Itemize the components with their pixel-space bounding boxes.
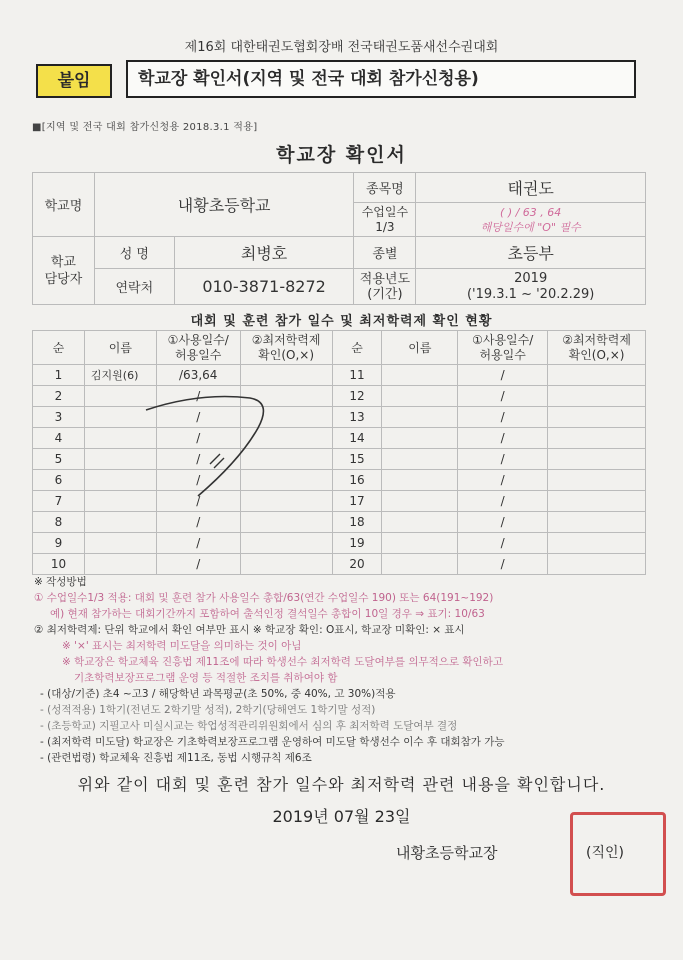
table-row xyxy=(33,491,646,512)
annex-title: 학교장 확인서(지역 및 전국 대회 참가신청용) xyxy=(126,60,636,98)
row-name xyxy=(382,554,458,575)
row-min-ach xyxy=(548,365,646,386)
row-min-ach xyxy=(240,554,332,575)
col-min-right: ②최저학력제 확인(O,×) xyxy=(548,331,646,365)
row-days: / xyxy=(156,533,240,554)
period-value: ('19.3.1 ~ '20.2.29) xyxy=(466,286,595,302)
col-name-left: 이름 xyxy=(84,331,156,365)
row-days: / xyxy=(458,533,548,554)
row-min-ach xyxy=(240,365,332,386)
principal-signature: 내황초등학교장 xyxy=(396,844,498,862)
row-days: / xyxy=(156,512,240,533)
row-no: 10 xyxy=(33,554,85,575)
row-no: 19 xyxy=(332,533,382,554)
row-days: / xyxy=(156,407,240,428)
class-days-cell xyxy=(354,203,416,237)
table-row xyxy=(33,512,646,533)
participation-rows xyxy=(33,365,646,575)
table-row xyxy=(33,386,646,407)
year-value: 2019 xyxy=(514,270,548,286)
instruction-line-1: ① 수업일수1/3 적용: 대회 및 훈련 참가 사용일수 총합/63(연간 수업일수 190) 또는 64(191~192) xyxy=(34,592,494,604)
row-name xyxy=(382,491,458,512)
annex-badge: 붙임 xyxy=(36,64,112,98)
row-name xyxy=(382,386,458,407)
col-min-left: ②최저학력제 확인(O,×) xyxy=(240,331,332,365)
type-label: 종별 xyxy=(354,237,416,269)
school-label: 학교명 xyxy=(33,173,95,237)
row-min-ach xyxy=(548,428,646,449)
row-days: / xyxy=(156,470,240,491)
instruction-line-10: - (최저학력 미도달) 학교장은 기초학력보장프로그램 운영하여 미도달 학생선수 이수 후 대회참가 가능 xyxy=(40,736,505,748)
instruction-line-3: ② 최저학력제: 단위 학교에서 확인 여부만 표시 ※ 학교장 확인: O표시, 학교장 미확인: × 표시 xyxy=(34,624,465,636)
signing-date: 2019년 07월 23일 xyxy=(272,807,411,826)
row-days: / xyxy=(458,407,548,428)
name-value: 최병호 xyxy=(174,237,354,269)
year-label: 적용년도 (기간) xyxy=(354,269,416,305)
row-no: 7 xyxy=(33,491,85,512)
row-days: / xyxy=(458,428,548,449)
row-no: 3 xyxy=(33,407,85,428)
row-no: 1 xyxy=(33,365,85,386)
row-min-ach xyxy=(548,554,646,575)
class-days-cell-value xyxy=(416,203,646,237)
class-days-value: ( ) / 63 , 64 xyxy=(500,205,562,219)
event-title: 제16회 대한태권도협회장배 전국태권도품새선수권대회 xyxy=(184,40,499,55)
row-no: 11 xyxy=(332,365,382,386)
row-days: / xyxy=(458,449,548,470)
row-name: 김지원(6) xyxy=(84,365,156,386)
table-row xyxy=(33,407,646,428)
row-min-ach xyxy=(240,533,332,554)
row-no: 16 xyxy=(332,470,382,491)
row-no: 17 xyxy=(332,491,382,512)
row-days: / xyxy=(156,386,240,407)
row-no: 15 xyxy=(332,449,382,470)
col-no-left: 순 xyxy=(33,331,85,365)
row-no: 4 xyxy=(33,428,85,449)
row-days: / xyxy=(156,428,240,449)
instruction-line-2: 예) 현재 참가하는 대회기간까지 포함하여 출석인정 결석일수 총합이 10일 경우 ⇒ 표기: 10/63 xyxy=(50,608,485,620)
instruction-line-9: - (초등학교) 지필고사 미실시교는 학업성적관리위원회에서 심의 후 최저학력 도달여부 결정 xyxy=(40,720,458,732)
row-name xyxy=(84,512,156,533)
instruction-line-6: 기초학력보장프로그램 운영 등 적절한 조치를 취하여야 함 xyxy=(74,672,338,684)
seal-label: (직인) xyxy=(586,845,624,861)
table-row xyxy=(33,449,646,470)
row-min-ach xyxy=(548,386,646,407)
row-name xyxy=(84,533,156,554)
school-value: 내황초등학교 xyxy=(94,173,354,237)
participation-table xyxy=(32,330,646,575)
table-row xyxy=(33,533,646,554)
row-days: / xyxy=(458,554,548,575)
confirmation-text: 위와 같이 대회 및 훈련 참가 일수와 최저학력 관련 내용을 확인합니다. xyxy=(77,775,606,794)
row-days: / xyxy=(156,449,240,470)
col-days-right: ①사용일수/ 허용일수 xyxy=(458,331,548,365)
class-days-frac: 1/3 xyxy=(375,219,395,234)
row-name xyxy=(382,449,458,470)
scribble-tick xyxy=(210,454,224,468)
row-no: 20 xyxy=(332,554,382,575)
class-days-note: 해당일수에 "O" 필수 xyxy=(480,220,581,234)
instruction-line-5: ※ 학교장은 학교체육 진흥법 제11조에 따라 학생선수 최저학력 도달여부를 의무적으로 확인하고 xyxy=(62,656,503,668)
col-no-right: 순 xyxy=(332,331,382,365)
handwritten-scribble xyxy=(140,388,280,508)
row-days: / xyxy=(458,512,548,533)
participation-title: 대회 및 훈련 참가 일수 및 최저학력제 확인 현황 xyxy=(190,314,493,329)
row-days: /63,64 xyxy=(156,365,240,386)
row-min-ach xyxy=(548,407,646,428)
document-title: 학교장 확인서 xyxy=(276,144,407,166)
row-days: / xyxy=(156,554,240,575)
row-days: / xyxy=(458,470,548,491)
instruction-line-4: ※ '×' 표시는 최저학력 미도달을 의미하는 것이 아님 xyxy=(62,640,302,652)
row-days: / xyxy=(156,491,240,512)
row-name xyxy=(382,365,458,386)
event-label: 종목명 xyxy=(354,173,416,203)
form-note: ■[지역 및 전국 대회 참가신청용 2018.3.1 적용] xyxy=(32,122,258,133)
row-no: 14 xyxy=(332,428,382,449)
row-min-ach xyxy=(548,512,646,533)
row-no: 5 xyxy=(33,449,85,470)
row-name xyxy=(382,470,458,491)
instruction-line-11: - (관련법령) 학교체육 진흥법 제11조, 동법 시행규칙 제6조 xyxy=(40,752,312,764)
contact-value: 010-3871-8272 xyxy=(174,269,354,305)
table-row xyxy=(33,554,646,575)
instruction-line-7: - (대상/기준) 초4 ~고3 / 해당학년 과목평균(초 50%, 중 40%, 고 30%)적용 xyxy=(40,688,396,700)
row-min-ach xyxy=(240,512,332,533)
col-days-left: ①사용일수/ 허용일수 xyxy=(156,331,240,365)
col-name-right: 이름 xyxy=(382,331,458,365)
row-name xyxy=(84,554,156,575)
contact-label: 연락처 xyxy=(94,269,174,305)
row-name xyxy=(382,512,458,533)
row-no: 6 xyxy=(33,470,85,491)
type-value: 초등부 xyxy=(416,237,646,269)
teacher-label: 학교 담당자 xyxy=(33,237,95,305)
class-days-label: 수업일수 xyxy=(361,204,409,219)
row-no: 2 xyxy=(33,386,85,407)
info-table xyxy=(32,172,646,305)
year-cell xyxy=(416,269,646,305)
row-days: / xyxy=(458,491,548,512)
row-min-ach xyxy=(548,533,646,554)
event-value: 태권도 xyxy=(416,173,646,203)
row-no: 9 xyxy=(33,533,85,554)
row-no: 12 xyxy=(332,386,382,407)
row-no: 18 xyxy=(332,512,382,533)
row-no: 13 xyxy=(332,407,382,428)
row-no: 8 xyxy=(33,512,85,533)
name-label: 성 명 xyxy=(94,237,174,269)
row-name xyxy=(382,533,458,554)
instructions-heading: ※ 작성방법 xyxy=(34,576,87,588)
row-min-ach xyxy=(548,449,646,470)
row-name xyxy=(382,407,458,428)
instruction-line-8: - (성적적용) 1학기(전년도 2학기말 성적), 2학기(당해연도 1학기말 성적) xyxy=(40,704,376,716)
table-row xyxy=(33,470,646,491)
table-row xyxy=(33,365,646,386)
scribble-stroke xyxy=(146,397,263,497)
row-min-ach xyxy=(548,491,646,512)
row-name xyxy=(382,428,458,449)
row-days: / xyxy=(458,365,548,386)
row-min-ach xyxy=(548,470,646,491)
table-row xyxy=(33,428,646,449)
row-days: / xyxy=(458,386,548,407)
